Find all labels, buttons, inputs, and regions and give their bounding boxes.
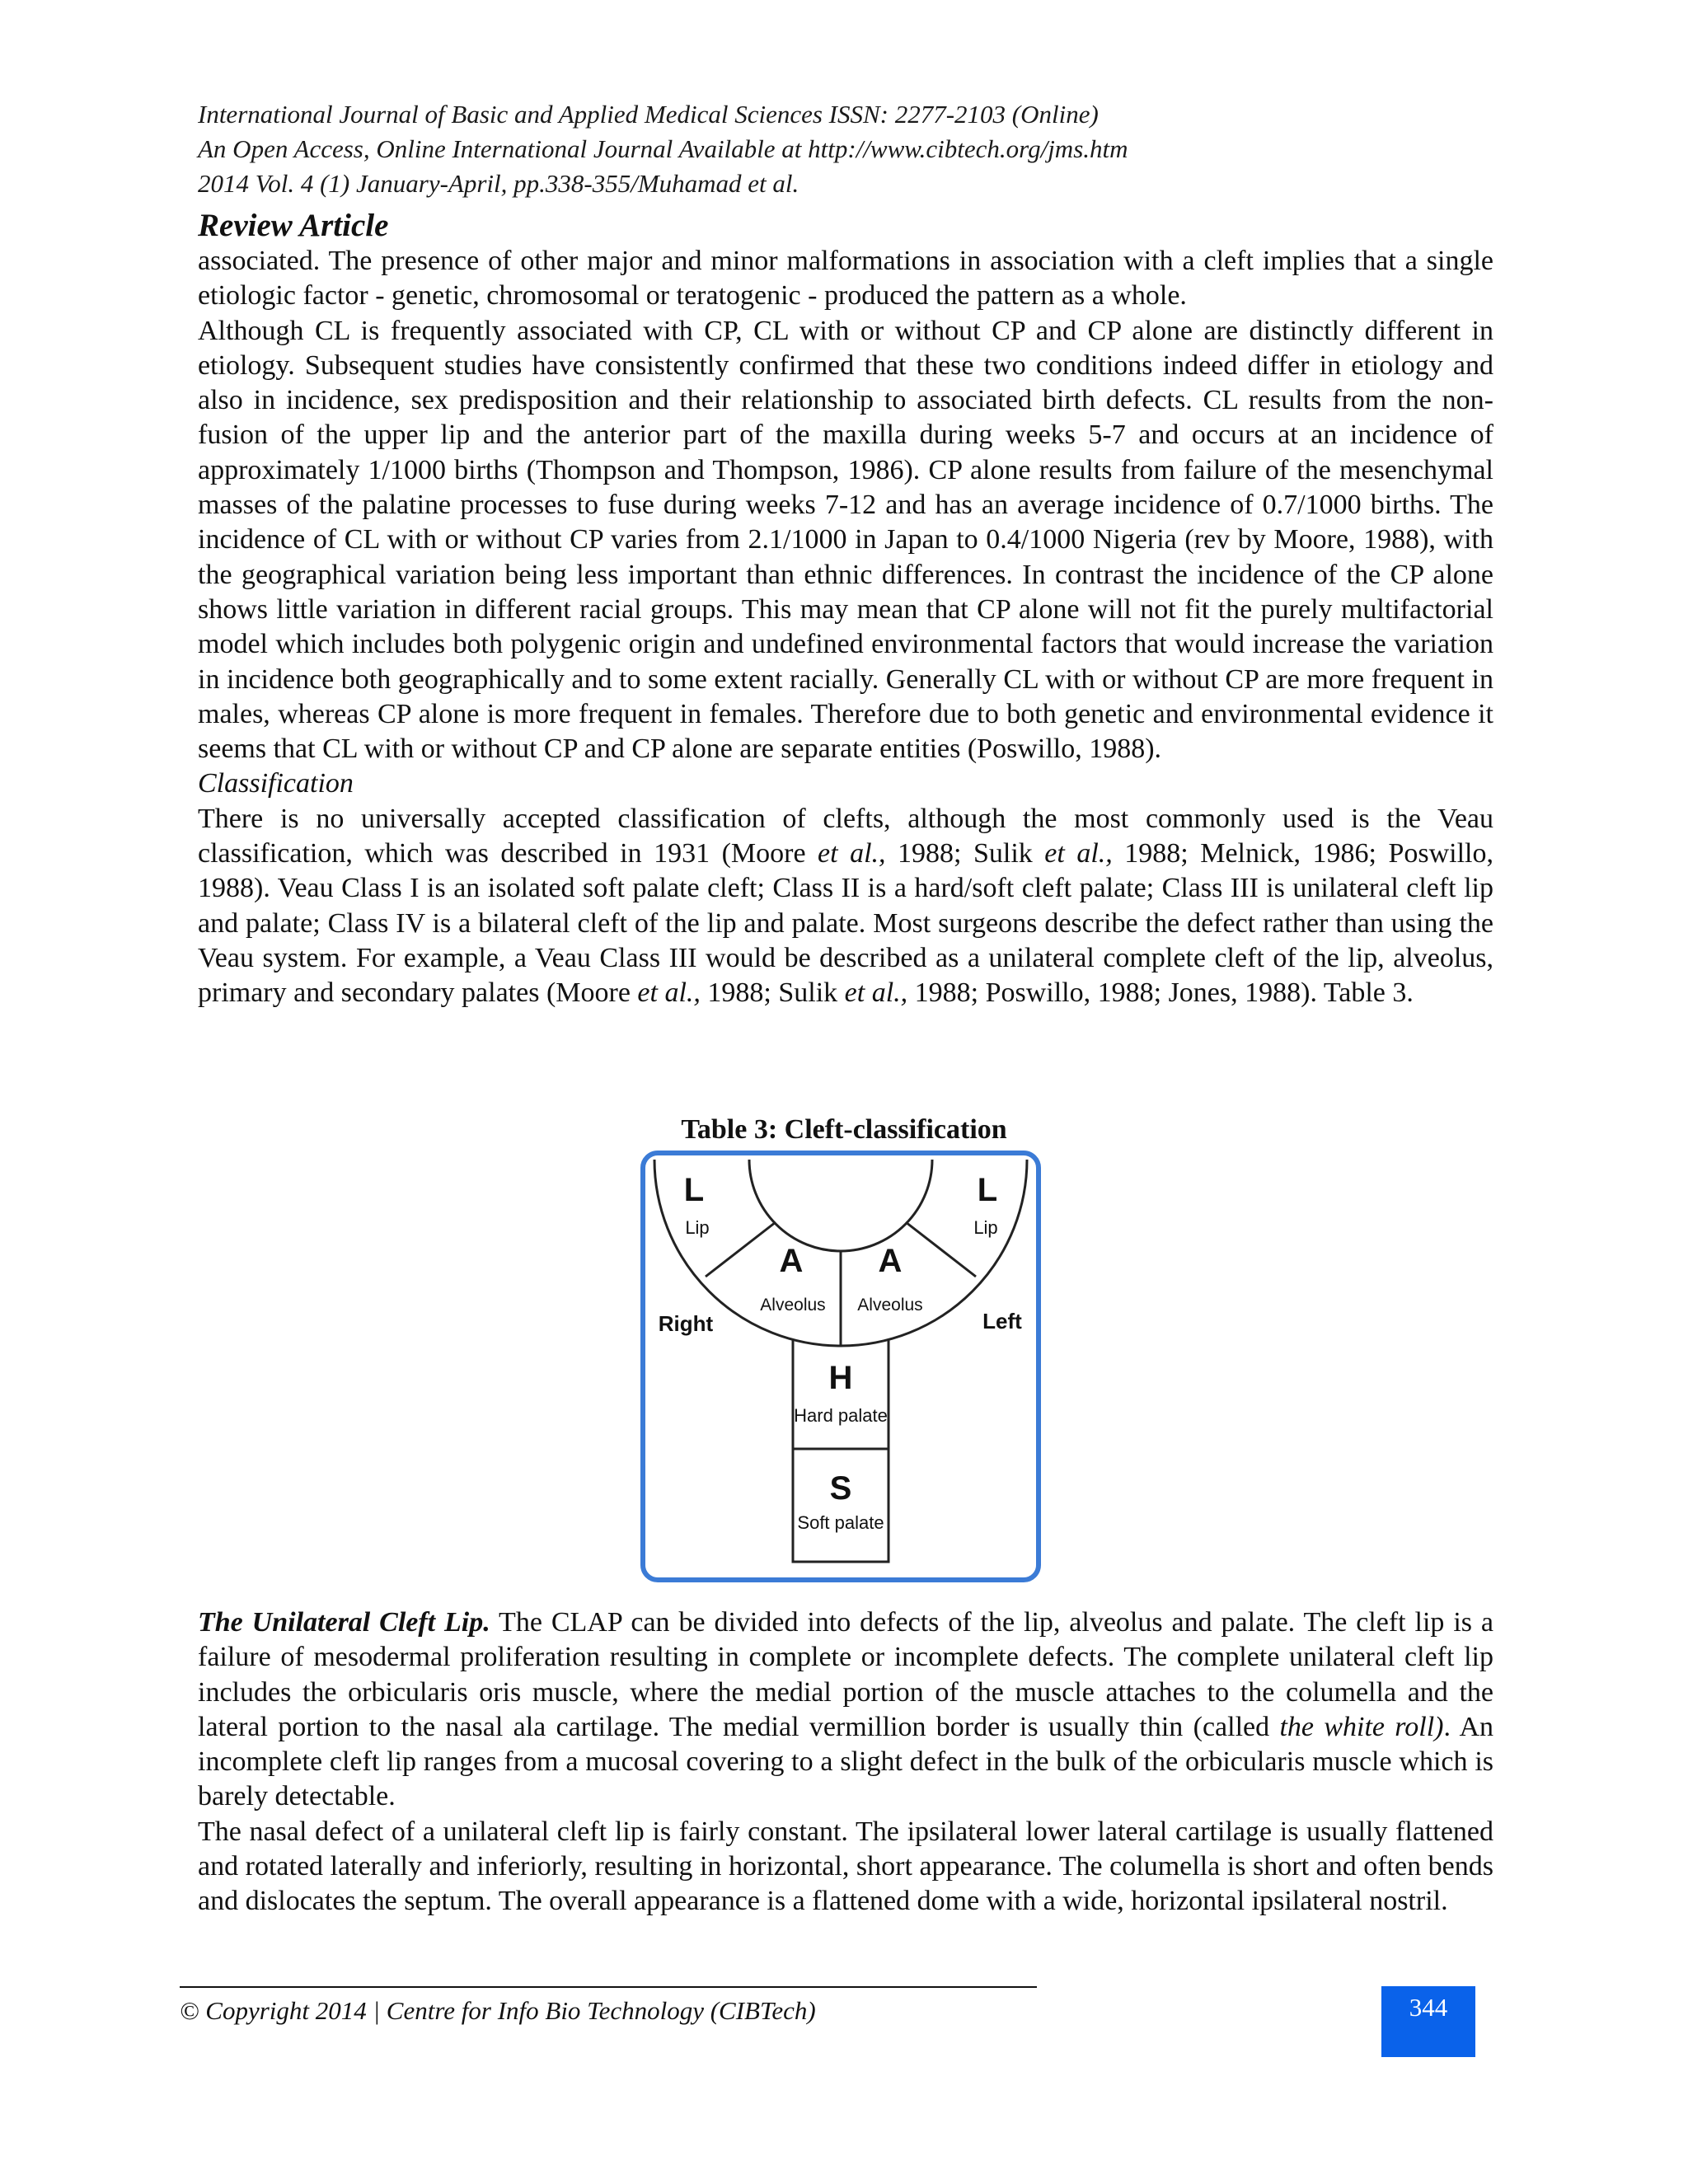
table-caption: Table 3: Cleft-classification <box>681 1114 1007 1145</box>
paragraph-unilateral-2: The nasal defect of a unilateral cleft lip is fairly constant. The ipsilateral lower lateral cartilage is usually flattened and rotated laterally and inferiorly, resulting in horizontal, short appearance. The columella is short and often bends and dislocates the septum. The overall appearance is a flattened dome with a wide, horizontal ipsilateral nostril. <box>198 1816 1493 1917</box>
hard-palate-letter: H <box>828 1360 853 1396</box>
classification-text-a: There is no universally accepted classification of clefts, although the most commonly used is the Veau classification, which was described in 1931 (Moore <box>198 803 1493 869</box>
paragraph-classification <box>198 802 1493 1011</box>
unilateral-text-b: . An incomplete cleft lip ranges from a mucosal covering to a slight defect in the bulk of the orbicularis muscle which is barely detectable. <box>198 1711 1494 1812</box>
journal-access-line: An Open Access, Online International Journal Available at http://www.cibtech.org/jms.htm <box>198 134 1128 163</box>
alveolus-left-letter: A <box>878 1243 903 1279</box>
right-side-label: Right <box>658 1311 714 1336</box>
et-al-1: et al., <box>818 838 886 869</box>
journal-header <box>198 97 1484 246</box>
paragraph-unilateral-1 <box>198 1605 1493 1815</box>
copyright-notice: © Copyright 2014 | Centre for Info Bio Technology (CIBTech) <box>180 1996 816 2025</box>
unilateral-text-a: The CLAP can be divided into defects of the lip, alveolus and palate. The cleft lip is a failure of mesodermal proliferation resulting in complete or incomplete defects. The complete unilateral cleft lip includes the orbicularis oris muscle, where the medial portion of the muscle attaches to the columella and the lateral portion to the nasal ala cartilage. The medial vermillion border is usually thin (called <box>198 1607 1493 1742</box>
white-roll-term: the white roll) <box>1279 1711 1444 1742</box>
et-al-4: et al., <box>844 977 908 1009</box>
et-al-3: et al., <box>637 977 701 1009</box>
cleft-classification-figure <box>640 1150 1042 1583</box>
journal-volume-line: 2014 Vol. 4 (1) January-April, pp.338-355/Muhamad et al. <box>198 169 799 198</box>
classification-text-e: 1988; Poswillo, 1988; Jones, 1988). Table 3. <box>907 977 1414 1009</box>
footer-divider <box>180 1986 1037 1988</box>
lip-left-letter: L <box>977 1172 998 1208</box>
page-number: 344 <box>1381 1986 1475 2057</box>
lip-right-label: Lip <box>685 1217 710 1238</box>
classification-heading: Classification <box>198 768 354 799</box>
journal-title-line: International Journal of Basic and Applied Medical Sciences ISSN: 2277-2103 (Online) <box>198 100 1099 129</box>
classification-text-d: 1988; Sulik <box>700 977 845 1009</box>
soft-palate-letter: S <box>829 1470 852 1507</box>
alveolus-right-label: Alveolus <box>760 1296 826 1315</box>
alveolus-right-letter: A <box>779 1243 804 1279</box>
main-text <box>198 244 1493 1011</box>
hard-palate-label: Hard palate <box>794 1405 888 1426</box>
paragraph-associated: associated. The presence of other major and minor malformations in association with a cleft implies that a single etiologic factor - genetic, chromosomal or teratogenic - produced the pattern as a whole. <box>198 246 1493 312</box>
unilateral-section <box>198 1605 1493 1919</box>
et-al-2: et al., <box>1044 838 1113 869</box>
article-type: Review Article <box>198 208 389 243</box>
paragraph-etiology: Although CL is frequently associated with CP, CL with or without CP and CP alone are distinctly different in etiology. Subsequent studies have consistently confirmed that these two conditions indeed differ in etiology and also in incidence, sex predisposition and their relationship to associated birth defects. CL results from the non-fusion of the upper lip and the anterior part of the maxilla during weeks 5-7 and occurs at an incidence of approximately 1/1000 births (Thompson and Thompson, 1986). CP alone results from failure of the mesenchymal masses of the palatine processes to fuse during weeks 7-12 and has an average incidence of 0.7/1000 births. The incidence of CL with or without CP varies from 2.1/1000 in Japan to 0.4/1000 Nigeria (rev by Moore, 1988), with the geographical variation being less important than ethnic differences. In contrast the incidence of the CP alone shows little variation in different racial groups. This may mean that CP alone will not fit the purely multifactorial model which includes both polygenic origin and undefined environmental factors that would increase the variation in incidence both geographically and to some extent racially. Generally CL with or without CP are more frequent in males, whereas CP alone is more frequent in females. Therefore due to both genetic and environmental evidence it seems that CL with or without CP and CP alone are separate entities (Poswillo, 1988). <box>198 315 1493 765</box>
lip-left-label: Lip <box>973 1217 998 1238</box>
lip-right-letter: L <box>683 1172 705 1208</box>
classification-text-b: 1988; Sulik <box>885 838 1045 869</box>
soft-palate-label: Soft palate <box>797 1512 884 1533</box>
left-side-label: Left <box>982 1309 1022 1333</box>
classification-text-c: 1988; Melnick, 1986; Poswillo, 1988). Veau Class I is an isolated soft palate cleft; Class II is a hard/soft cleft palate; Class III is unilateral cleft lip and palate; Class IV is a bilateral cleft of the lip and palate. Most surgeons describe the defect rather than using the Veau system. For example, a Veau Class III would be described as a unilateral complete cleft of the lip, alveolus, primary and secondary palates (Moore <box>198 838 1493 1009</box>
unilateral-title: The Unilateral Cleft Lip. <box>198 1607 490 1638</box>
alveolus-left-label: Alveolus <box>857 1296 923 1315</box>
